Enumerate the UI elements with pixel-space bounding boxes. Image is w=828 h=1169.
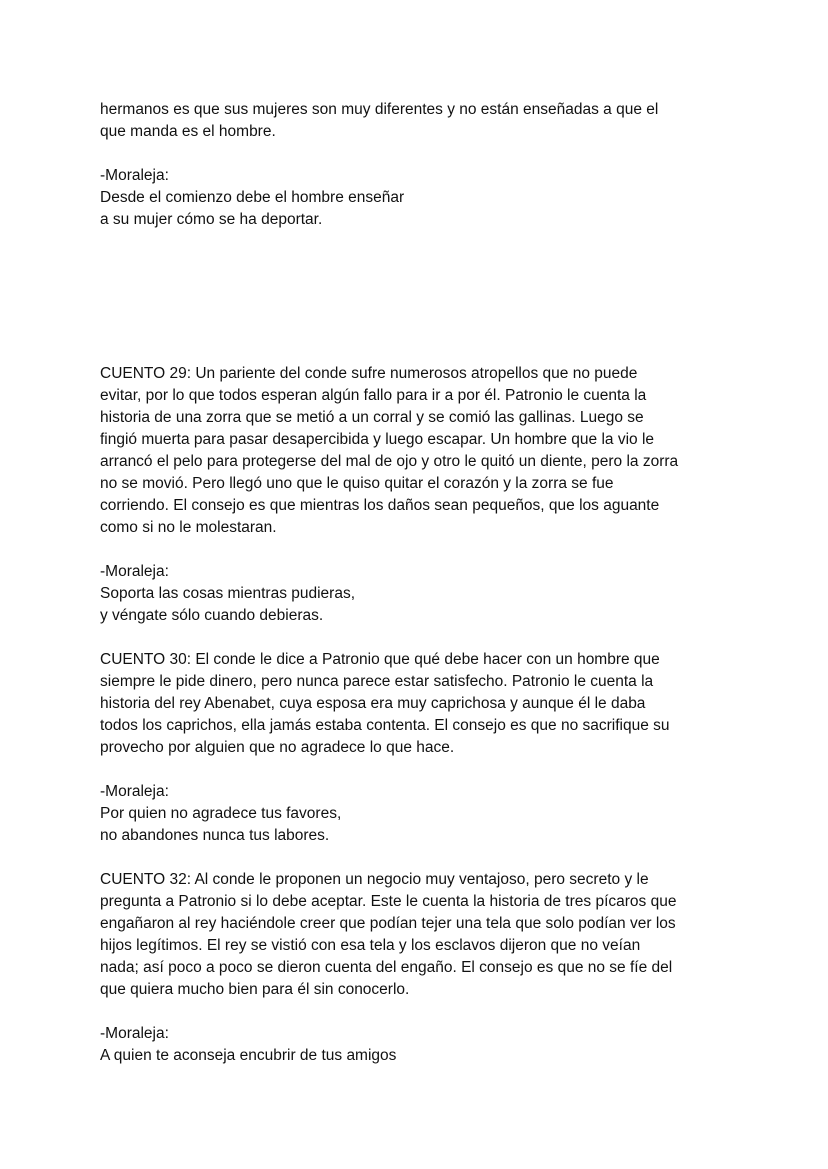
cuento-30-moraleja xyxy=(100,781,740,847)
cuento-32-paragraph xyxy=(100,869,740,1001)
text-line: siempre le pide dinero, pero nunca parece estar satisfecho. Patronio le cuenta la xyxy=(100,673,654,690)
text-line: todos los caprichos, ella jamás estaba contenta. El consejo es que no sacrifique su xyxy=(100,717,670,734)
text-line: provecho por alguien que no agradece lo que hace. xyxy=(100,739,455,756)
text-line: como si no le molestaran. xyxy=(100,519,277,536)
text-line: hermanos es que sus mujeres son muy diferentes y no están enseñadas a que el xyxy=(100,101,659,118)
moraleja-line: A quien te aconseja encubrir de tus amigos xyxy=(100,1047,397,1064)
text-line: pregunta a Patronio si lo debe aceptar. Este le cuenta la historia de tres pícaros que xyxy=(100,893,677,910)
text-line: corriendo. El consejo es que mientras los daños sean pequeños, que los aguante xyxy=(100,497,660,514)
cuento-29-moraleja xyxy=(100,561,740,627)
text-line: CUENTO 30: El conde le dice a Patronio que qué debe hacer con un hombre que xyxy=(100,651,660,668)
cuento-30-paragraph xyxy=(100,649,740,759)
text-line: historia del rey Abenabet, cuya esposa era muy caprichosa y aunque él le daba xyxy=(100,695,646,712)
text-line: que manda es el hombre. xyxy=(100,123,276,140)
moraleja-line: y véngate sólo cuando debieras. xyxy=(100,607,324,624)
moraleja-line: a su mujer cómo se ha deportar. xyxy=(100,211,323,228)
moraleja-line: Soporta las cosas mientras pudieras, xyxy=(100,585,356,602)
text-line: no se movió. Pero llegó uno que le quiso quitar el corazón y la zorra se fue xyxy=(100,475,614,492)
moraleja-line: no abandones nunca tus labores. xyxy=(100,827,330,844)
text-line: fingió muerta para pasar desapercibida y luego escapar. Un hombre que la vio le xyxy=(100,431,655,448)
text-line: nada; así poco a poco se dieron cuenta del engaño. El consejo es que no se fíe del xyxy=(100,959,673,976)
text-line: hijos legítimos. El rey se vistió con esa tela y los esclavos dijeron que no veían xyxy=(100,937,641,954)
moraleja-label: -Moraleja: xyxy=(100,167,169,184)
text-line: que quiera mucho bien para él sin conocerlo. xyxy=(100,981,410,998)
text-line: arrancó el pelo para protegerse del mal de ojo y otro le quitó un diente, pero la zorra xyxy=(100,453,679,470)
text-line: evitar, por lo que todos esperan algún fallo para ir a por él. Patronio le cuenta la xyxy=(100,387,647,404)
text-line: engañaron al rey haciéndole creer que podían tejer una tela que solo podían ver los xyxy=(100,915,676,932)
text-line: CUENTO 29: Un pariente del conde sufre numerosos atropellos que no puede xyxy=(100,365,638,382)
moraleja-label: -Moraleja: xyxy=(100,783,169,800)
text-line: CUENTO 32: Al conde le proponen un negocio muy ventajoso, pero secreto y le xyxy=(100,871,649,888)
text-line: historia de una zorra que se metió a un corral y se comió las gallinas. Luego se xyxy=(100,409,644,426)
moraleja-line: Desde el comienzo debe el hombre enseñar xyxy=(100,189,405,206)
moraleja-label: -Moraleja: xyxy=(100,1025,169,1042)
intro-moraleja xyxy=(100,165,740,231)
moraleja-label: -Moraleja: xyxy=(100,563,169,580)
cuento-32-moraleja xyxy=(100,1023,740,1067)
cuento-29-paragraph xyxy=(100,363,740,539)
intro-paragraph xyxy=(100,99,740,143)
moraleja-line: Por quien no agradece tus favores, xyxy=(100,805,342,822)
